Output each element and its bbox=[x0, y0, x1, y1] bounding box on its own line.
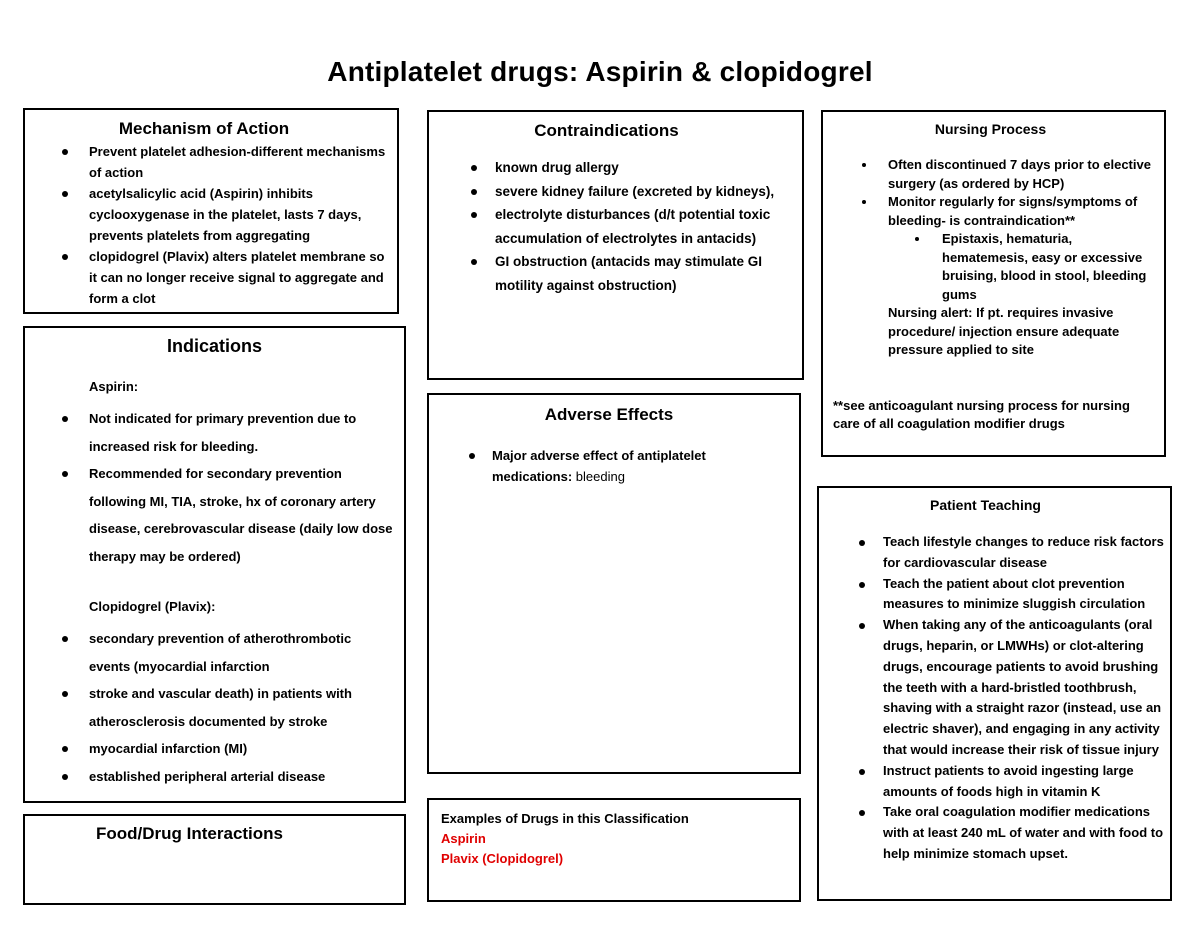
list-item: Not indicated for primary prevention due to increased risk for bleeding. bbox=[89, 405, 394, 460]
mechanism-list bbox=[89, 141, 389, 309]
list-item: clopidogrel (Plavix) alters platelet membrane so it can no longer receive signal to aggregate and form a clot bbox=[89, 246, 389, 309]
list-item: Prevent platelet adhesion-different mechanisms of action bbox=[89, 141, 389, 183]
list-item: Instruct patients to avoid ingesting large amounts of foods high in vitamin K bbox=[883, 761, 1175, 803]
clopidogrel-list bbox=[89, 625, 394, 790]
list-item bbox=[492, 445, 782, 487]
contraindications-list bbox=[495, 156, 800, 297]
list-item: When taking any of the anticoagulants (oral drugs, heparin, or LMWHs) or clot-altering drugs, encourage patients to avoid brushing the teeth with a hard-bristled toothbrush, shaving with a straight razor (instead, use an electric shaver), and engaging in any activity that would increase their risk of tissue injury bbox=[883, 615, 1175, 761]
food-interactions-box bbox=[23, 814, 406, 905]
mechanism-box bbox=[23, 108, 399, 314]
page-title: Antiplatelet drugs: Aspirin & clopidogrel bbox=[327, 56, 873, 87]
nursing-process-heading: Nursing Process bbox=[934, 121, 1047, 137]
adverse-effects-box bbox=[427, 393, 801, 774]
list-item: severe kidney failure (excreted by kidneys), bbox=[495, 180, 800, 204]
list-item: stroke and vascular death) in patients with atherosclerosis documented by stroke bbox=[89, 680, 394, 735]
clopidogrel-subheading: Clopidogrel (Plavix): bbox=[89, 599, 216, 614]
list-item-text: Monitor regularly for signs/symptoms of bleeding- is contraindication** bbox=[888, 194, 1138, 228]
adverse-effects-list bbox=[492, 445, 782, 487]
food-interactions-heading: Food/Drug Interactions bbox=[96, 824, 283, 843]
contraindications-box bbox=[427, 110, 804, 380]
aspirin-list bbox=[89, 405, 394, 570]
indications-box bbox=[23, 326, 406, 803]
aspirin-subheading: Aspirin: bbox=[89, 379, 139, 394]
mechanism-heading: Mechanism of Action bbox=[118, 119, 290, 138]
contraindications-heading: Contraindications bbox=[534, 121, 679, 140]
patient-teaching-list bbox=[883, 532, 1175, 865]
adverse-effects-heading: Adverse Effects bbox=[544, 405, 674, 424]
list-item: Teach lifestyle changes to reduce risk factors for cardiovascular disease bbox=[883, 532, 1175, 574]
list-item: myocardial infarction (MI) bbox=[89, 735, 394, 763]
list-item: Take oral coagulation modifier medications with at least 240 mL of water and with food to help minimize stomach upset. bbox=[883, 802, 1175, 864]
drug-example: Aspirin bbox=[441, 831, 486, 846]
patient-teaching-heading: Patient Teaching bbox=[930, 497, 1041, 513]
nursing-note: **see anticoagulant nursing process for nursing care of all coagulation modifier drugs bbox=[833, 397, 1130, 431]
list-item: known drug allergy bbox=[495, 156, 800, 180]
adverse-effect-text: Major adverse effect of antiplatelet medications: bbox=[492, 448, 706, 484]
bleeding-signs-list bbox=[942, 230, 1152, 304]
list-item: GI obstruction (antacids may stimulate GI motility against obstruction) bbox=[495, 250, 800, 297]
list-item: acetylsalicylic acid (Aspirin) inhibits cyclooxygenase in the platelet, lasts 7 days, prevents platelets from aggregating bbox=[89, 183, 389, 246]
nursing-process-list bbox=[888, 156, 1158, 304]
list-item: Often discontinued 7 days prior to elective surgery (as ordered by HCP) bbox=[888, 156, 1158, 193]
patient-teaching-box bbox=[817, 486, 1172, 901]
nursing-process-box bbox=[821, 110, 1166, 457]
nursing-alert: Nursing alert: If pt. requires invasive procedure/ injection ensure adequate pressure applied to site bbox=[888, 305, 1120, 357]
drug-example: Plavix (Clopidogrel) bbox=[441, 851, 564, 866]
list-item: Teach the patient about clot prevention measures to minimize sluggish circulation bbox=[883, 574, 1175, 616]
adverse-effect-value: bleeding bbox=[572, 469, 625, 484]
indications-heading: Indications bbox=[166, 336, 262, 356]
list-item: secondary prevention of atherothrombotic events (myocardial infarction bbox=[89, 625, 394, 680]
list-item: established peripheral arterial disease bbox=[89, 763, 394, 791]
list-item: Epistaxis, hematuria, hematemesis, easy or excessive bruising, blood in stool, bleeding gums bbox=[942, 230, 1152, 304]
list-item: electrolyte disturbances (d/t potential toxic accumulation of electrolytes in antacids) bbox=[495, 203, 800, 250]
examples-heading: Examples of Drugs in this Classification bbox=[441, 811, 689, 826]
examples-box bbox=[427, 798, 801, 902]
list-item: Recommended for secondary prevention following MI, TIA, stroke, hx of coronary artery disease, cerebrovascular disease (daily low dose therapy may be ordered) bbox=[89, 460, 394, 570]
list-item bbox=[888, 193, 1158, 304]
